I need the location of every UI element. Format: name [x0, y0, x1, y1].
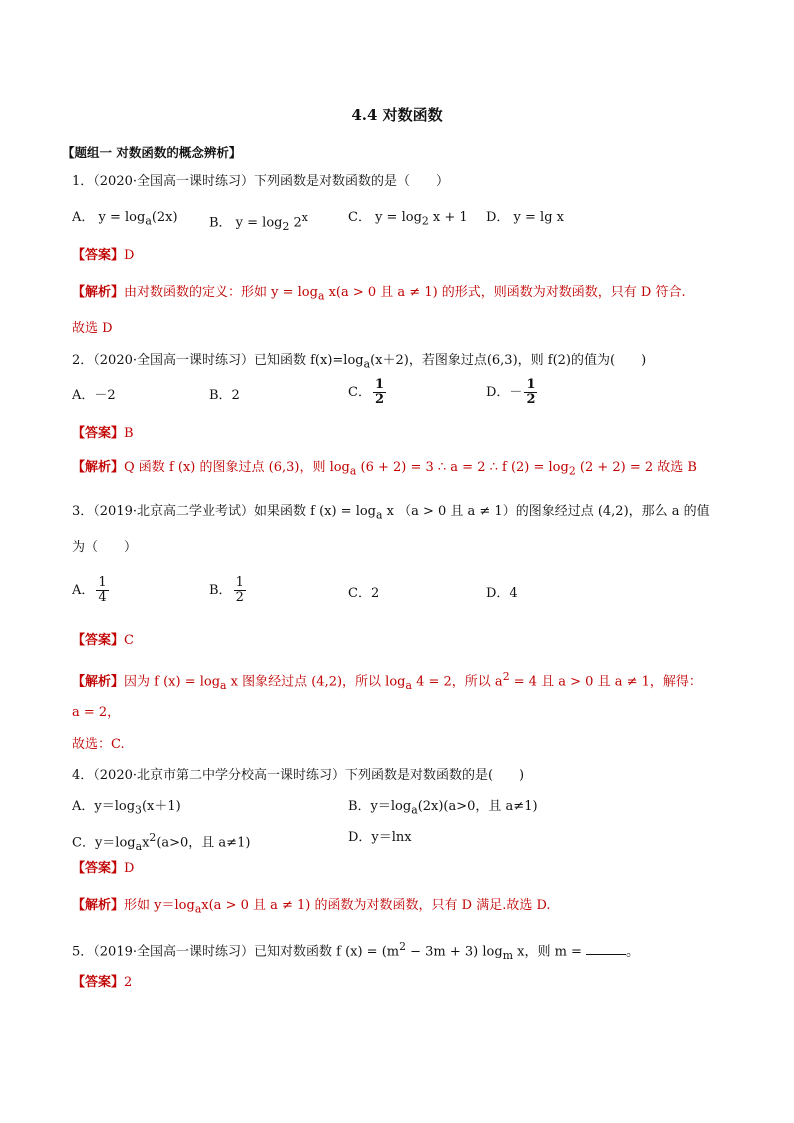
q3-analysis-conclusion: 故选：C.: [72, 737, 125, 752]
q5-answer: 【答案】2: [72, 975, 133, 990]
q2-option-c: C． $\frac{1}{2}$: [348, 377, 384, 407]
q2-option-d: D．－ $\frac{1}{2}$: [486, 377, 536, 407]
group-heading: 【题组一 对数函数的概念辨析】: [62, 145, 242, 160]
q3-answer: 【答案】C: [72, 633, 134, 648]
q2-answer: 【答案】B: [72, 426, 134, 441]
q4-analysis: 【解析】形如 $y=\log_ax(a > 0$ 且 a ≠ 1) 的函数为对数函数，只有 D 满足.故选 D.: [72, 898, 551, 916]
q4-option-a: A．$y=\log_3(x+1)$: [72, 799, 181, 817]
q1-analysis: 【解析】由对数函数的定义：形如 $y = \log_a x(a > 0$ 且 a ≠ 1) 的形式，则函数为对数函数，只有 D 符合.: [72, 285, 686, 303]
q2-stem: 2．（2020·全国高一课时练习）已知函数 $f(x)=\log_a(x+2)$，若图象过点(6,3)，则 f(2)的值为( ): [72, 353, 647, 371]
q1-answer: 【答案】D: [72, 248, 135, 263]
q3-stem: 3．（2019·北京高二学业考试）如果函数 f $(x) = \log_a x$ （a > 0 且 a ≠ 1）的图象经过点 (4,2)，那么 a 的值: [72, 504, 710, 522]
q4-option-b: B．$y=\log_a(2x)(a>0$，且 a≠1): [348, 799, 538, 817]
q4-option-c: C．$y=\log_ax^2(a>0$，且 a≠1): [72, 831, 251, 853]
q1-option-c: C． $y = \log_2 x + 1$: [348, 210, 468, 228]
q4-answer: 【答案】D: [72, 861, 135, 876]
q3-option-c: C．2: [348, 586, 380, 601]
q1-option-d: D． y = lg x: [486, 210, 565, 225]
q3-stem-continued: 为（ ）: [72, 540, 138, 555]
q3-option-b: B． $\frac{1}{2}$: [209, 575, 244, 605]
page-title: 4.4 对数函数: [351, 106, 443, 124]
q4-option-d: D．y＝lnx: [348, 830, 412, 845]
q1-stem: 1．（2020·全国高一课时练习）下列函数是对数函数的是（ ）: [72, 174, 449, 189]
q3-option-d: D．4: [486, 586, 518, 601]
q2-analysis: 【解析】Q 函数 f (x) 的图象过点 (6,3)，则 $\log_a (6 + 2) = 3$ ∴ a = 2 ∴ f $(2) = \log_2 (2 + 2) = 2$ 故选 B: [72, 460, 697, 478]
q3-option-a: A． $\frac{1}{4}$: [72, 575, 107, 605]
q3-analysis: 【解析】因为 f $(x) = \log_a x$ 图象经过点 (4,2)，所以 $\log_a 4 = 2$，所以 $a^2 = 4$ 且 a > 0 且 a ≠ 1，解得：: [72, 670, 702, 692]
q1-option-b: B． $y = \log_2 2^x$: [209, 211, 308, 233]
answer-blank: [586, 942, 626, 955]
q5-stem: 5．（2019·全国高一课时练习）已知对数函数 f $(x) = (m^2 - 3m + 3)$ $\log_m x$，则 m = 。: [72, 940, 640, 962]
q1-analysis-conclusion: 故选 D: [72, 321, 113, 336]
q2-option-b: B．2: [209, 388, 240, 403]
q3-analysis-result: a = 2，: [72, 705, 121, 720]
q1-option-a: A． $y = \log_a(2x)$: [72, 210, 178, 228]
q4-stem: 4．（2020·北京市第二中学分校高一课时练习）下列函数是对数函数的是( ): [72, 768, 525, 783]
q2-option-a: A．－2: [72, 388, 116, 403]
